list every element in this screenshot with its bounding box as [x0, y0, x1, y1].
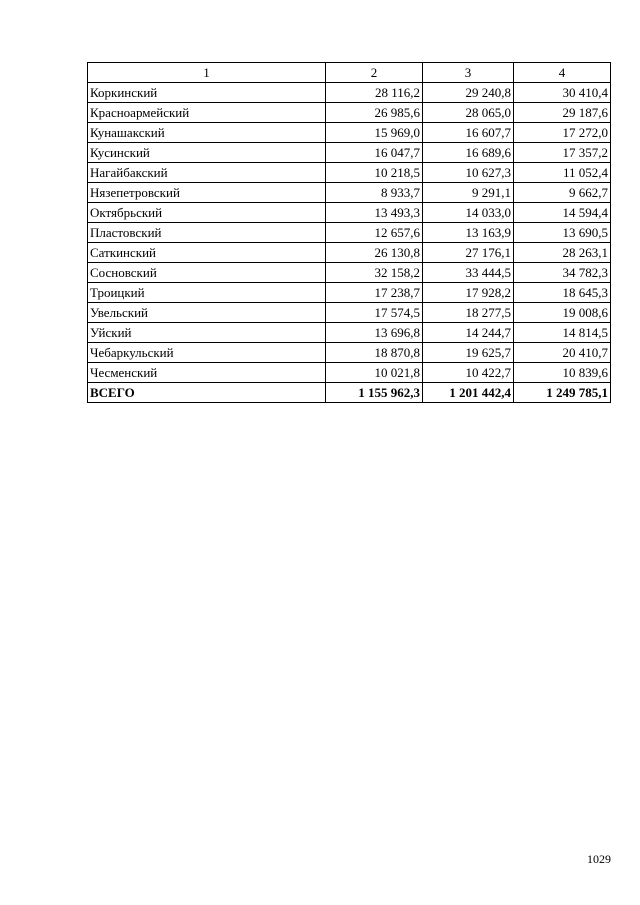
value-cell: 28 065,0: [423, 103, 514, 123]
value-cell: 27 176,1: [423, 243, 514, 263]
value-cell: 26 130,8: [326, 243, 423, 263]
district-name-cell: Троицкий: [88, 283, 326, 303]
value-cell: 18 870,8: [326, 343, 423, 363]
total-value-cell: 1 201 442,4: [423, 383, 514, 403]
value-cell: 10 627,3: [423, 163, 514, 183]
value-cell: 18 645,3: [514, 283, 611, 303]
column-header-4: 4: [514, 63, 611, 83]
value-cell: 32 158,2: [326, 263, 423, 283]
value-cell: 13 493,3: [326, 203, 423, 223]
table-row: [88, 183, 611, 203]
total-value-cell: 1 155 962,3: [326, 383, 423, 403]
value-cell: 16 047,7: [326, 143, 423, 163]
value-cell: 11 052,4: [514, 163, 611, 183]
value-cell: 17 238,7: [326, 283, 423, 303]
value-cell: 8 933,7: [326, 183, 423, 203]
value-cell: 10 021,8: [326, 363, 423, 383]
value-cell: 14 244,7: [423, 323, 514, 343]
table-row: [88, 323, 611, 343]
district-name-cell: Пластовский: [88, 223, 326, 243]
value-cell: 13 690,5: [514, 223, 611, 243]
value-cell: 17 357,2: [514, 143, 611, 163]
district-name-cell: Чебаркульский: [88, 343, 326, 363]
district-name-cell: Кусинский: [88, 143, 326, 163]
table-row: [88, 143, 611, 163]
value-cell: 16 689,6: [423, 143, 514, 163]
value-cell: 30 410,4: [514, 83, 611, 103]
table-header-row: [88, 63, 611, 83]
value-cell: 12 657,6: [326, 223, 423, 243]
table-row: [88, 343, 611, 363]
table-row: [88, 163, 611, 183]
district-name-cell: Нагайбакский: [88, 163, 326, 183]
value-cell: 9 291,1: [423, 183, 514, 203]
table-row: [88, 203, 611, 223]
district-name-cell: Октябрьский: [88, 203, 326, 223]
column-header-1: 1: [88, 63, 326, 83]
value-cell: 14 814,5: [514, 323, 611, 343]
value-cell: 15 969,0: [326, 123, 423, 143]
value-cell: 17 928,2: [423, 283, 514, 303]
table-row: [88, 283, 611, 303]
value-cell: 9 662,7: [514, 183, 611, 203]
table-row: [88, 363, 611, 383]
value-cell: 10 422,7: [423, 363, 514, 383]
district-name-cell: Кунашакский: [88, 123, 326, 143]
value-cell: 18 277,5: [423, 303, 514, 323]
table-row: [88, 223, 611, 243]
value-cell: 28 263,1: [514, 243, 611, 263]
column-header-3: 3: [423, 63, 514, 83]
district-name-cell: Увельский: [88, 303, 326, 323]
total-row: [88, 383, 611, 403]
table-row: [88, 243, 611, 263]
value-cell: 26 985,6: [326, 103, 423, 123]
value-cell: 19 625,7: [423, 343, 514, 363]
district-name-cell: Сосновский: [88, 263, 326, 283]
district-name-cell: Красноармейский: [88, 103, 326, 123]
table-row: [88, 103, 611, 123]
total-value-cell: 1 249 785,1: [514, 383, 611, 403]
district-name-cell: Чесменский: [88, 363, 326, 383]
table-row: [88, 303, 611, 323]
value-cell: 13 696,8: [326, 323, 423, 343]
table-row: [88, 263, 611, 283]
value-cell: 34 782,3: [514, 263, 611, 283]
value-cell: 17 272,0: [514, 123, 611, 143]
district-name-cell: Уйский: [88, 323, 326, 343]
value-cell: 10 839,6: [514, 363, 611, 383]
value-cell: 17 574,5: [326, 303, 423, 323]
district-name-cell: Коркинский: [88, 83, 326, 103]
value-cell: 13 163,9: [423, 223, 514, 243]
total-label-cell: ВСЕГО: [88, 383, 326, 403]
budget-table: [87, 62, 611, 403]
value-cell: 33 444,5: [423, 263, 514, 283]
value-cell: 20 410,7: [514, 343, 611, 363]
value-cell: 16 607,7: [423, 123, 514, 143]
table-row: [88, 83, 611, 103]
value-cell: 29 187,6: [514, 103, 611, 123]
district-name-cell: Нязепетровский: [88, 183, 326, 203]
district-name-cell: Саткинский: [88, 243, 326, 263]
value-cell: 19 008,6: [514, 303, 611, 323]
value-cell: 14 594,4: [514, 203, 611, 223]
value-cell: 10 218,5: [326, 163, 423, 183]
value-cell: 29 240,8: [423, 83, 514, 103]
page-number: 1029: [587, 852, 611, 866]
value-cell: 28 116,2: [326, 83, 423, 103]
value-cell: 14 033,0: [423, 203, 514, 223]
table-row: [88, 123, 611, 143]
column-header-2: 2: [326, 63, 423, 83]
